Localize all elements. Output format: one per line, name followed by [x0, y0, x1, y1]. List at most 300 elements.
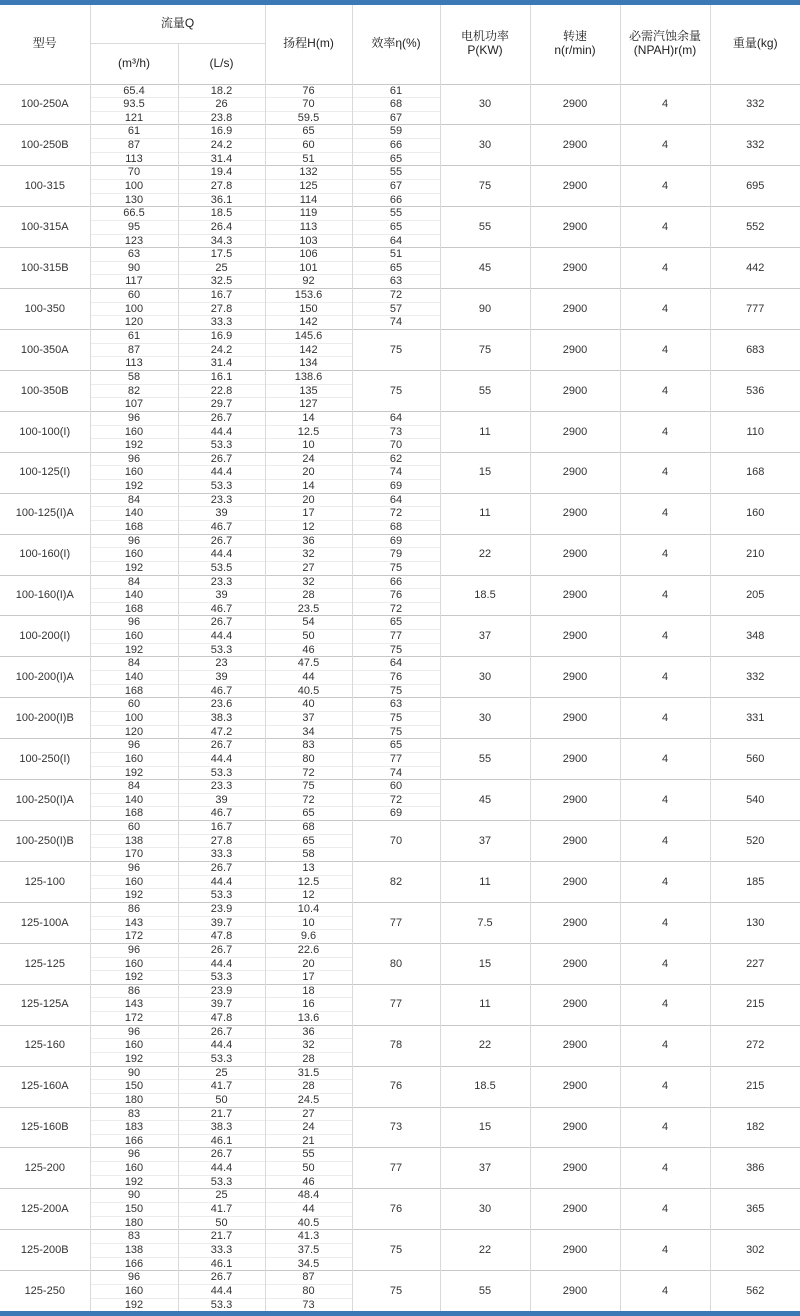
cell-head: 73	[265, 1298, 352, 1311]
cell-head: 150	[265, 302, 352, 316]
cell-model: 100-100(I)	[0, 411, 90, 452]
cell-efficiency: 66	[352, 139, 440, 153]
table-row	[0, 1189, 800, 1203]
table-row	[0, 493, 800, 507]
cell-power: 11	[440, 862, 530, 903]
cell-efficiency: 67	[352, 179, 440, 193]
cell-efficiency: 65	[352, 739, 440, 753]
cell-flow-m3h: 60	[90, 289, 178, 303]
cell-flow-ls: 22.8	[178, 384, 265, 398]
cell-speed: 2900	[530, 1189, 620, 1230]
cell-head: 87	[265, 1271, 352, 1285]
cell-head: 60	[265, 139, 352, 153]
cell-efficiency: 75	[352, 643, 440, 657]
cell-head: 142	[265, 343, 352, 357]
cell-speed: 2900	[530, 943, 620, 984]
cell-speed: 2900	[530, 739, 620, 780]
cell-head: 24.5	[265, 1093, 352, 1107]
cell-flow-m3h: 96	[90, 862, 178, 876]
cell-head: 76	[265, 84, 352, 98]
cell-weight: 560	[710, 739, 800, 780]
cell-weight: 160	[710, 493, 800, 534]
cell-speed: 2900	[530, 452, 620, 493]
cell-efficiency: 76	[352, 1066, 440, 1107]
header-power	[440, 5, 530, 84]
cell-head: 37	[265, 711, 352, 725]
cell-speed: 2900	[530, 862, 620, 903]
cell-flow-ls: 39.7	[178, 998, 265, 1012]
cell-efficiency: 60	[352, 780, 440, 794]
cell-head: 135	[265, 384, 352, 398]
cell-power: 30	[440, 698, 530, 739]
cell-flow-ls: 18.2	[178, 84, 265, 98]
cell-flow-ls: 29.7	[178, 398, 265, 412]
cell-flow-m3h: 96	[90, 534, 178, 548]
cell-flow-m3h: 138	[90, 834, 178, 848]
cell-model: 100-250B	[0, 125, 90, 166]
cell-npsh: 4	[620, 493, 710, 534]
cell-npsh: 4	[620, 289, 710, 330]
cell-efficiency: 69	[352, 480, 440, 494]
cell-head: 17	[265, 971, 352, 985]
cell-efficiency: 82	[352, 862, 440, 903]
cell-power: 7.5	[440, 902, 530, 943]
cell-flow-m3h: 96	[90, 739, 178, 753]
table-row	[0, 452, 800, 466]
cell-head: 72	[265, 793, 352, 807]
table-row	[0, 534, 800, 548]
cell-flow-ls: 44.4	[178, 548, 265, 562]
cell-npsh: 4	[620, 207, 710, 248]
cell-head: 142	[265, 316, 352, 330]
cell-head: 18	[265, 984, 352, 998]
cell-head: 145.6	[265, 330, 352, 344]
cell-flow-m3h: 166	[90, 1134, 178, 1148]
cell-head: 55	[265, 1148, 352, 1162]
cell-npsh: 4	[620, 943, 710, 984]
cell-power: 75	[440, 330, 530, 371]
cell-flow-m3h: 160	[90, 466, 178, 480]
cell-flow-m3h: 183	[90, 1121, 178, 1135]
cell-flow-m3h: 180	[90, 1216, 178, 1230]
cell-model: 125-200B	[0, 1230, 90, 1271]
cell-flow-ls: 34.3	[178, 234, 265, 248]
header-power-line1: 电机功率	[460, 29, 509, 44]
cell-speed: 2900	[530, 330, 620, 371]
header-flow: 流量Q	[90, 5, 265, 43]
table-row	[0, 657, 800, 671]
cell-efficiency: 55	[352, 207, 440, 221]
cell-flow-m3h: 143	[90, 998, 178, 1012]
cell-weight: 185	[710, 862, 800, 903]
cell-flow-m3h: 83	[90, 1107, 178, 1121]
cell-power: 15	[440, 452, 530, 493]
cell-power: 55	[440, 207, 530, 248]
cell-npsh: 4	[620, 780, 710, 821]
cell-flow-ls: 21.7	[178, 1107, 265, 1121]
cell-efficiency: 69	[352, 534, 440, 548]
cell-weight: 210	[710, 534, 800, 575]
table-row	[0, 780, 800, 794]
cell-head: 27	[265, 561, 352, 575]
cell-npsh: 4	[620, 616, 710, 657]
cell-flow-m3h: 172	[90, 1012, 178, 1026]
cell-flow-ls: 53.3	[178, 643, 265, 657]
cell-efficiency: 74	[352, 466, 440, 480]
table-row	[0, 862, 800, 876]
cell-power: 15	[440, 1107, 530, 1148]
cell-flow-ls: 26.7	[178, 1271, 265, 1285]
cell-power: 22	[440, 1025, 530, 1066]
cell-flow-ls: 44.4	[178, 1162, 265, 1176]
cell-efficiency: 77	[352, 1148, 440, 1189]
cell-flow-ls: 23.6	[178, 698, 265, 712]
cell-flow-m3h: 192	[90, 643, 178, 657]
cell-efficiency: 59	[352, 125, 440, 139]
cell-flow-ls: 26.7	[178, 1025, 265, 1039]
cell-flow-m3h: 65.4	[90, 84, 178, 98]
cell-flow-ls: 44.4	[178, 875, 265, 889]
cell-speed: 2900	[530, 84, 620, 125]
cell-head: 83	[265, 739, 352, 753]
table-row	[0, 125, 800, 139]
cell-efficiency: 72	[352, 289, 440, 303]
table-header	[0, 5, 800, 84]
cell-speed: 2900	[530, 493, 620, 534]
cell-speed: 2900	[530, 821, 620, 862]
cell-efficiency: 57	[352, 302, 440, 316]
cell-speed: 2900	[530, 984, 620, 1025]
cell-power: 18.5	[440, 575, 530, 616]
cell-head: 106	[265, 248, 352, 262]
pump-spec-table	[0, 5, 800, 1311]
cell-flow-ls: 33.3	[178, 848, 265, 862]
cell-flow-ls: 24.2	[178, 139, 265, 153]
cell-power: 75	[440, 166, 530, 207]
cell-flow-ls: 16.1	[178, 370, 265, 384]
table-row	[0, 821, 800, 835]
cell-flow-ls: 38.3	[178, 1121, 265, 1135]
cell-model: 125-125A	[0, 984, 90, 1025]
cell-head: 12.5	[265, 875, 352, 889]
table-row	[0, 207, 800, 221]
cell-speed: 2900	[530, 1066, 620, 1107]
cell-head: 41.3	[265, 1230, 352, 1244]
cell-head: 68	[265, 821, 352, 835]
cell-head: 40.5	[265, 1216, 352, 1230]
cell-flow-m3h: 150	[90, 1203, 178, 1217]
table-row	[0, 411, 800, 425]
cell-power: 90	[440, 289, 530, 330]
cell-model: 125-250	[0, 1271, 90, 1311]
cell-head: 114	[265, 193, 352, 207]
cell-npsh: 4	[620, 1025, 710, 1066]
cell-npsh: 4	[620, 575, 710, 616]
cell-weight: 215	[710, 984, 800, 1025]
cell-head: 46	[265, 643, 352, 657]
cell-flow-ls: 53.3	[178, 766, 265, 780]
cell-flow-ls: 44.4	[178, 957, 265, 971]
cell-head: 46	[265, 1175, 352, 1189]
cell-power: 30	[440, 125, 530, 166]
cell-power: 37	[440, 821, 530, 862]
cell-head: 20	[265, 957, 352, 971]
cell-npsh: 4	[620, 698, 710, 739]
cell-npsh: 4	[620, 1148, 710, 1189]
cell-flow-ls: 46.1	[178, 1134, 265, 1148]
cell-head: 36	[265, 534, 352, 548]
cell-head: 132	[265, 166, 352, 180]
cell-efficiency: 75	[352, 330, 440, 371]
cell-head: 59.5	[265, 111, 352, 125]
cell-flow-ls: 23.3	[178, 575, 265, 589]
cell-weight: 215	[710, 1066, 800, 1107]
cell-head: 127	[265, 398, 352, 412]
cell-flow-ls: 53.3	[178, 1298, 265, 1311]
cell-head: 12.5	[265, 425, 352, 439]
cell-flow-ls: 26.7	[178, 616, 265, 630]
cell-efficiency: 80	[352, 943, 440, 984]
cell-power: 30	[440, 657, 530, 698]
cell-weight: 386	[710, 1148, 800, 1189]
cell-flow-ls: 44.4	[178, 1039, 265, 1053]
cell-efficiency: 72	[352, 793, 440, 807]
cell-flow-ls: 39	[178, 671, 265, 685]
cell-flow-ls: 26.7	[178, 452, 265, 466]
cell-model: 100-350B	[0, 370, 90, 411]
cell-flow-ls: 53.3	[178, 480, 265, 494]
cell-flow-m3h: 96	[90, 452, 178, 466]
cell-flow-ls: 39	[178, 507, 265, 521]
cell-speed: 2900	[530, 616, 620, 657]
cell-power: 55	[440, 1271, 530, 1311]
cell-npsh: 4	[620, 534, 710, 575]
cell-power: 37	[440, 616, 530, 657]
cell-model: 125-200A	[0, 1189, 90, 1230]
table-row	[0, 1107, 800, 1121]
cell-speed: 2900	[530, 1025, 620, 1066]
cell-head: 20	[265, 466, 352, 480]
cell-weight: 227	[710, 943, 800, 984]
cell-flow-m3h: 192	[90, 439, 178, 453]
cell-flow-m3h: 160	[90, 548, 178, 562]
cell-model: 100-250A	[0, 84, 90, 125]
cell-weight: 540	[710, 780, 800, 821]
cell-npsh: 4	[620, 125, 710, 166]
header-speed-line2: n(r/min)	[554, 43, 596, 58]
cell-flow-m3h: 84	[90, 575, 178, 589]
header-flow-ls: (L/s)	[178, 43, 265, 84]
cell-flow-ls: 27.8	[178, 179, 265, 193]
table-row	[0, 739, 800, 753]
cell-npsh: 4	[620, 739, 710, 780]
cell-flow-m3h: 170	[90, 848, 178, 862]
cell-flow-ls: 23.9	[178, 984, 265, 998]
table-row	[0, 330, 800, 344]
cell-flow-m3h: 150	[90, 1080, 178, 1094]
cell-flow-m3h: 61	[90, 330, 178, 344]
cell-head: 14	[265, 411, 352, 425]
cell-model: 100-160(I)A	[0, 575, 90, 616]
cell-flow-ls: 53.3	[178, 1175, 265, 1189]
cell-weight: 365	[710, 1189, 800, 1230]
cell-efficiency: 70	[352, 439, 440, 453]
cell-flow-ls: 44.4	[178, 1284, 265, 1298]
cell-efficiency: 73	[352, 425, 440, 439]
cell-flow-ls: 53.5	[178, 561, 265, 575]
table-row	[0, 616, 800, 630]
table-row	[0, 1271, 800, 1285]
cell-head: 32	[265, 1039, 352, 1053]
cell-power: 15	[440, 943, 530, 984]
cell-power: 45	[440, 248, 530, 289]
cell-efficiency: 66	[352, 575, 440, 589]
cell-flow-m3h: 66.5	[90, 207, 178, 221]
cell-model: 100-200(I)	[0, 616, 90, 657]
cell-head: 28	[265, 1080, 352, 1094]
cell-power: 11	[440, 411, 530, 452]
cell-power: 30	[440, 84, 530, 125]
cell-flow-m3h: 192	[90, 889, 178, 903]
cell-flow-ls: 32.5	[178, 275, 265, 289]
cell-flow-ls: 25	[178, 1066, 265, 1080]
header-head: 扬程H(m)	[265, 5, 352, 84]
cell-head: 138.6	[265, 370, 352, 384]
table-row	[0, 370, 800, 384]
cell-flow-ls: 53.3	[178, 971, 265, 985]
cell-flow-ls: 44.4	[178, 630, 265, 644]
cell-weight: 332	[710, 125, 800, 166]
cell-flow-ls: 44.4	[178, 466, 265, 480]
cell-speed: 2900	[530, 657, 620, 698]
cell-npsh: 4	[620, 452, 710, 493]
cell-efficiency: 65	[352, 261, 440, 275]
cell-efficiency: 63	[352, 698, 440, 712]
cell-flow-m3h: 168	[90, 684, 178, 698]
cell-npsh: 4	[620, 1066, 710, 1107]
cell-flow-ls: 46.7	[178, 684, 265, 698]
cell-speed: 2900	[530, 1148, 620, 1189]
cell-npsh: 4	[620, 1189, 710, 1230]
cell-npsh: 4	[620, 1230, 710, 1271]
cell-flow-m3h: 90	[90, 261, 178, 275]
cell-model: 100-250(I)A	[0, 780, 90, 821]
cell-flow-m3h: 168	[90, 602, 178, 616]
cell-flow-ls: 46.7	[178, 521, 265, 535]
cell-flow-ls: 50	[178, 1093, 265, 1107]
cell-speed: 2900	[530, 207, 620, 248]
cell-model: 125-160A	[0, 1066, 90, 1107]
cell-speed: 2900	[530, 902, 620, 943]
cell-flow-m3h: 90	[90, 1066, 178, 1080]
cell-power: 37	[440, 1148, 530, 1189]
cell-head: 22.6	[265, 943, 352, 957]
cell-flow-m3h: 168	[90, 521, 178, 535]
cell-head: 65	[265, 807, 352, 821]
cell-flow-m3h: 180	[90, 1093, 178, 1107]
cell-head: 50	[265, 1162, 352, 1176]
cell-flow-ls: 25	[178, 261, 265, 275]
cell-flow-ls: 24.2	[178, 343, 265, 357]
cell-flow-m3h: 60	[90, 698, 178, 712]
cell-speed: 2900	[530, 411, 620, 452]
cell-npsh: 4	[620, 370, 710, 411]
cell-weight: 562	[710, 1271, 800, 1311]
cell-flow-m3h: 192	[90, 1052, 178, 1066]
cell-flow-m3h: 90	[90, 1189, 178, 1203]
cell-efficiency: 78	[352, 1025, 440, 1066]
cell-efficiency: 75	[352, 684, 440, 698]
cell-flow-ls: 53.3	[178, 439, 265, 453]
cell-head: 40	[265, 698, 352, 712]
cell-flow-ls: 16.7	[178, 821, 265, 835]
cell-head: 34.5	[265, 1257, 352, 1271]
cell-head: 48.4	[265, 1189, 352, 1203]
cell-head: 134	[265, 357, 352, 371]
cell-flow-ls: 33.3	[178, 1243, 265, 1257]
cell-model: 100-250(I)	[0, 739, 90, 780]
cell-flow-m3h: 96	[90, 1148, 178, 1162]
cell-npsh: 4	[620, 1271, 710, 1311]
cell-flow-m3h: 140	[90, 507, 178, 521]
cell-flow-m3h: 107	[90, 398, 178, 412]
cell-efficiency: 77	[352, 984, 440, 1025]
cell-head: 72	[265, 766, 352, 780]
cell-model: 100-250(I)B	[0, 821, 90, 862]
cell-speed: 2900	[530, 166, 620, 207]
cell-head: 27	[265, 1107, 352, 1121]
cell-flow-ls: 47.8	[178, 1012, 265, 1026]
cell-flow-m3h: 117	[90, 275, 178, 289]
cell-flow-m3h: 100	[90, 179, 178, 193]
cell-flow-ls: 47.2	[178, 725, 265, 739]
cell-flow-m3h: 96	[90, 1271, 178, 1285]
cell-head: 24	[265, 452, 352, 466]
cell-efficiency: 75	[352, 1230, 440, 1271]
cell-efficiency: 75	[352, 370, 440, 411]
cell-model: 100-350	[0, 289, 90, 330]
cell-head: 28	[265, 1052, 352, 1066]
cell-weight: 348	[710, 616, 800, 657]
cell-flow-m3h: 160	[90, 752, 178, 766]
header-npsh-line1: 必需汽蚀余量	[628, 29, 701, 44]
cell-flow-m3h: 61	[90, 125, 178, 139]
cell-power: 45	[440, 780, 530, 821]
cell-head: 44	[265, 1203, 352, 1217]
cell-flow-ls: 17.5	[178, 248, 265, 262]
cell-npsh: 4	[620, 1107, 710, 1148]
cell-flow-ls: 41.7	[178, 1080, 265, 1094]
cell-head: 32	[265, 548, 352, 562]
header-model: 型号	[0, 5, 90, 84]
cell-head: 20	[265, 493, 352, 507]
cell-efficiency: 72	[352, 602, 440, 616]
cell-flow-m3h: 70	[90, 166, 178, 180]
cell-power: 30	[440, 1189, 530, 1230]
cell-weight: 536	[710, 370, 800, 411]
cell-speed: 2900	[530, 1230, 620, 1271]
cell-model: 100-125(I)A	[0, 493, 90, 534]
cell-model: 125-100A	[0, 902, 90, 943]
cell-flow-m3h: 84	[90, 657, 178, 671]
header-speed-line1: 转速	[562, 29, 587, 44]
cell-flow-m3h: 60	[90, 821, 178, 835]
cell-flow-m3h: 192	[90, 971, 178, 985]
cell-head: 47.5	[265, 657, 352, 671]
cell-weight: 182	[710, 1107, 800, 1148]
cell-flow-m3h: 113	[90, 357, 178, 371]
cell-efficiency: 76	[352, 589, 440, 603]
